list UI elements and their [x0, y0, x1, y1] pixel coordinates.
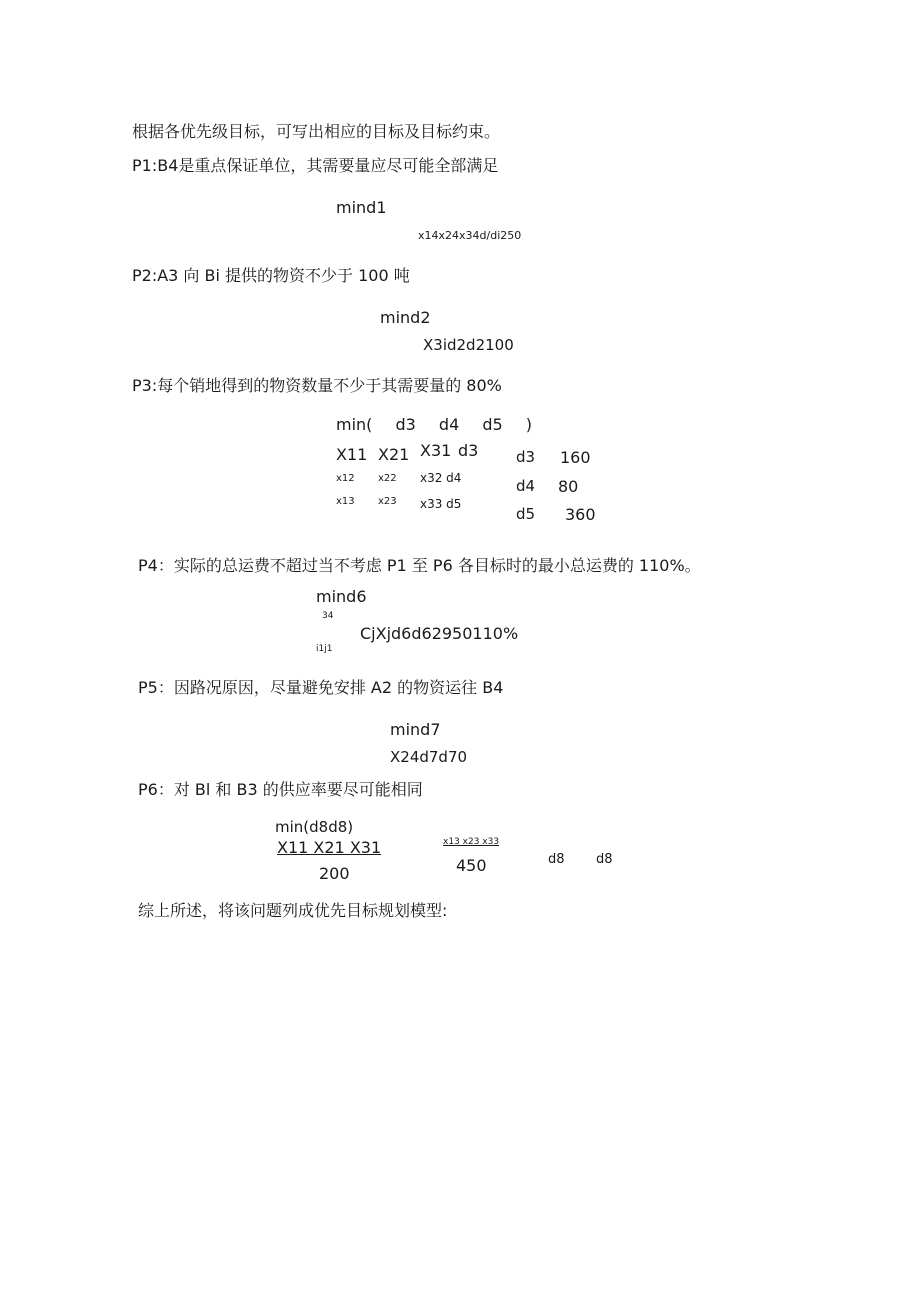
p4-sum-lower: i1j1 [316, 644, 333, 654]
p3-row3-c1: x13 [336, 496, 355, 507]
p6-fraction1-denominator: 200 [319, 864, 350, 883]
p6-objective: min(d8d8) [275, 818, 354, 836]
p6-fraction2-numerator: x13 x23 x33 [443, 837, 500, 847]
p6-fraction1-numerator: X11 X21 X31 [277, 838, 382, 857]
p2-objective: mind2 [380, 308, 431, 327]
p4-sum-upper: 34 [322, 611, 334, 621]
p1-objective: mind1 [336, 198, 387, 217]
p2-constraint: X3id2d2100 [423, 336, 514, 354]
p1-constraint: x14x24x34d/di250 [418, 229, 522, 242]
p4-constraint: CjXjd6d62950110% [360, 624, 519, 643]
p2-heading: P2:A3 向 Bi 提供的物资不少于 100 吨 [132, 266, 410, 285]
p3-heading: P3:每个销地得到的物资数量不少于其需要量的 80% [132, 376, 502, 395]
conclusion-text: 综上所述，将该问题列成优先目标规划模型: [138, 901, 448, 920]
p3-rhs3-d: d5 [516, 505, 536, 523]
p4-objective: mind6 [316, 587, 367, 606]
p6-heading: P6：对 Bl 和 B3 的供应率要尽可能相同 [138, 780, 423, 799]
p3-row3-c2: x23 [378, 496, 397, 507]
p3-row2-c3: x32 d4 [420, 471, 462, 485]
intro-text: 根据各优先级目标，可写出相应的目标及目标约束。 [132, 122, 501, 141]
p3-rhs1-d: d3 [516, 448, 536, 466]
p3-objective: min( d3 d4 d5 ) [336, 415, 533, 434]
p3-row1-c1: X11 [336, 445, 368, 464]
p3-row3-c3: x33 d5 [420, 497, 462, 511]
p3-row1-c3: X31 [420, 441, 452, 460]
p3-rhs3-v: 360 [565, 505, 596, 524]
p1-heading: P1:B4是重点保证单位，其需要量应尽可能全部满足 [132, 156, 499, 175]
p6-d-plus: d8 [596, 852, 613, 867]
p3-row1-c2: X21 [378, 445, 410, 464]
p5-heading: P5：因路况原因，尽量避免安排 A2 的物资运往 B4 [138, 678, 504, 697]
p3-rhs1-v: 160 [560, 448, 591, 467]
p3-row1-c4: d3 [458, 441, 479, 460]
p3-rhs2-d: d4 [516, 477, 536, 495]
p6-d-minus: d8 [548, 852, 565, 867]
p3-row2-c1: x12 [336, 473, 355, 484]
p4-heading: P4：实际的总运费不超过当不考虑 P1 至 P6 各目标时的最小总运费的 110%。 [138, 556, 701, 575]
p3-rhs2-v: 80 [558, 477, 579, 496]
p5-objective: mind7 [390, 720, 441, 739]
p5-constraint: X24d7d70 [390, 748, 468, 766]
p3-row2-c2: x22 [378, 473, 397, 484]
p6-fraction2-denominator: 450 [456, 856, 487, 875]
